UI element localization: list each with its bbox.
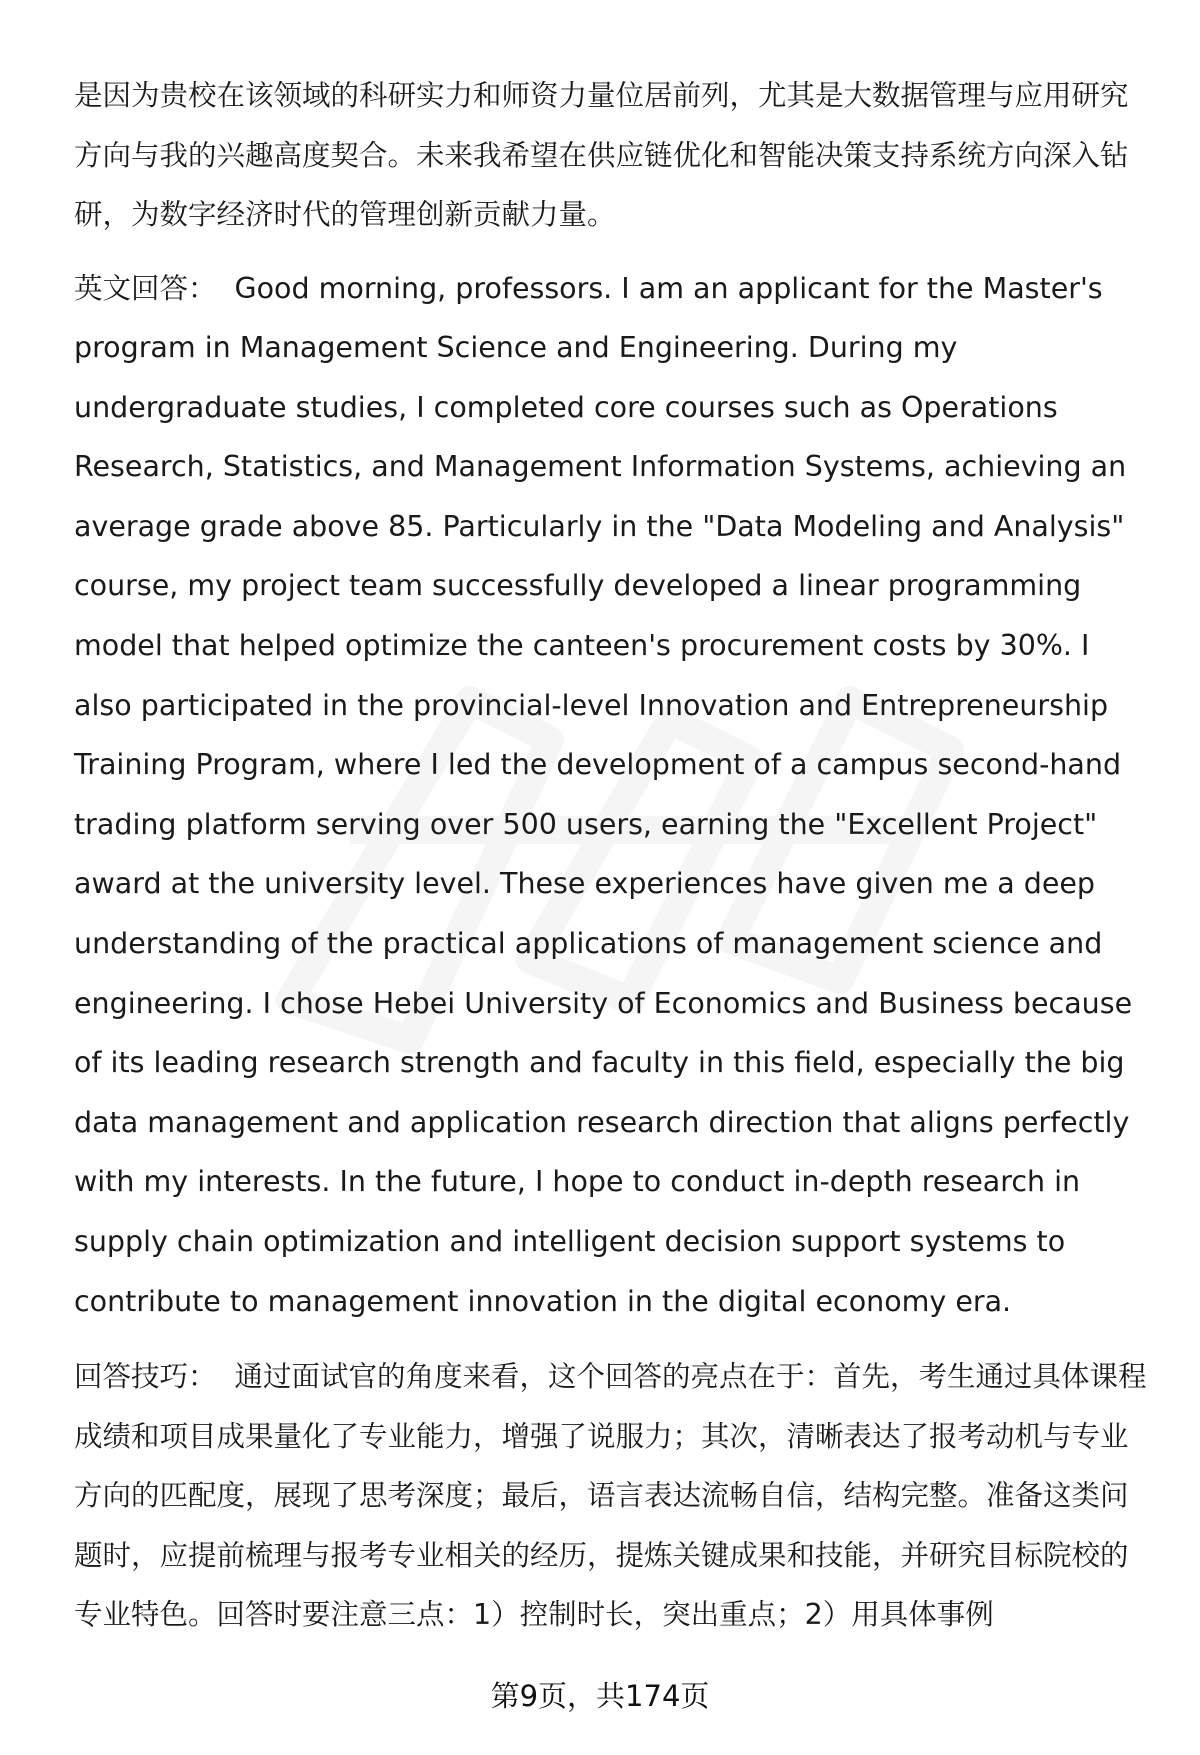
top-paragraph: 是因为贵校在该领域的科研实力和师资力量位居前列，尤其是大数据管理与应用研究方向与我的兴趣高度契合。未来我希望在供应链优化和智能决策支持系统方向深入钻研，为数字经济时代的管理创新贡献力量。 [74, 79, 1129, 231]
english-answer-paragraph [74, 259, 1154, 1332]
answer-tips-label: 回答技巧： [74, 1360, 217, 1394]
english-answer-label: 英文回答： [74, 271, 217, 305]
answer-tips-text: 通过面试官的角度来看，这个回答的亮点在于：首先，考生通过具体课程成绩和项目成果量化了专业能力，增强了说服力；其次，清晰表达了报考动机与专业方向的匹配度，展现了思考深度；最后，语言表达流畅自信，结构完整。准备这类问题时，应提前梳理与报考专业相关的经历，提炼关键成果和技能，并研究目标院校的专业特色。回答时要注意三点：1）控制时长，突出重点；2）用具体事例 [74, 1360, 1147, 1632]
english-answer-text: Good morning, professors. I am an applicant for the Master's program in Management Science and Engineering. During my undergraduate studies, I completed core courses such as Operations Research, Statistics, and Management Information Systems, achieving an average grade above 85. Particularly in the "Data Modeling and Analysis" course, my project team successfully developed a linear programming model that helped optimize the canteen's procurement costs by 30%. I also participated in the provincial-level Innovation and Entrepreneurship Training Program, where I led the development of a campus second-hand trading platform serving over 500 users, earning the "Excellent Project" award at the university level. These experiences have given me a deep understanding of the practical applications of management science and engineering. I chose Hebei University of Economics and Business because of its leading research strength and faculty in this field, especially the big data management and application research direction that aligns perfectly with my interests. In the future, I hope to conduct in-depth research in supply chain optimization and intelligent decision support systems to contribute to management innovation in the digital economy era. [74, 271, 1133, 1318]
page-number: 第9页，共174页 [490, 1679, 710, 1713]
document-body [74, 66, 1154, 1645]
answer-tips-paragraph [74, 1347, 1154, 1645]
